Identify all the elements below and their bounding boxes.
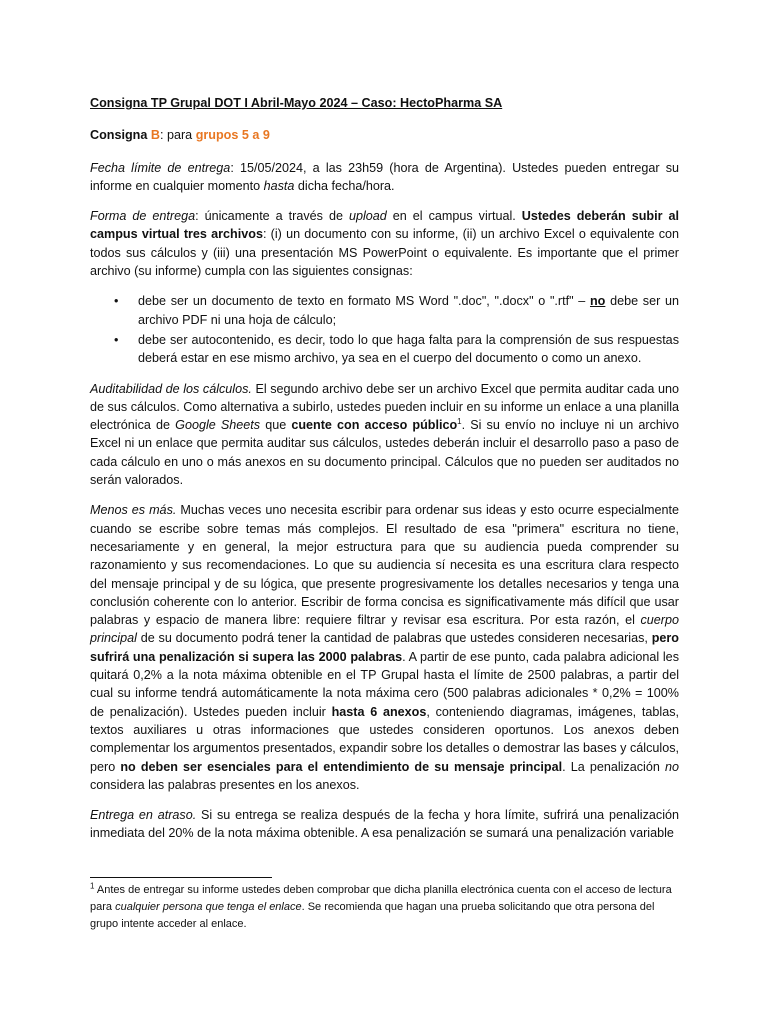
menos-no: no — [664, 759, 679, 774]
footnote-italic: cualquier persona que tenga el enlace — [115, 901, 302, 913]
footnote-divider — [90, 877, 272, 878]
atraso-paragraph — [90, 806, 679, 843]
menos-text-5: . La penalización — [562, 759, 665, 774]
consigna-groups: grupos 5 a 9 — [195, 128, 270, 143]
bullet-1-no: no — [589, 294, 606, 309]
atraso-text: Si su entrega se realiza después de la fecha y hora límite, sufrirá una penalización inmediata del 20% de la nota máxima obtenible. A esa penalización se sumará una penalización variable — [90, 808, 679, 841]
auditabilidad-text-2: que — [260, 418, 292, 433]
menos-label: Menos es más. — [90, 503, 177, 518]
auditabilidad-paragraph — [90, 380, 679, 490]
footnote-text-2: . Se recomienda que hagan una prueba solicitando que otra persona del grupo intente acceder al enlace. — [90, 901, 655, 930]
forma-text-3: : (i) un documento con su informe, (ii) un archivo Excel o equivalente con todos sus cálculos y (iii) una presentación MS PowerPoint o equivalente. Es importante que el primer archivo (su informe) cumpla con las siguientes consignas: — [90, 227, 679, 279]
auditabilidad-label: Auditabilidad de los cálculos. — [90, 381, 252, 396]
bullet-icon: • — [114, 332, 119, 347]
atraso-label: Entrega en atraso. — [90, 808, 197, 823]
footnote-number: 1 — [90, 881, 95, 891]
fecha-paragraph — [90, 159, 679, 196]
cuerpo-principal: cuerpo principal — [90, 613, 679, 646]
forma-label: Forma de entrega — [90, 209, 196, 224]
consigna-label: Consigna — [90, 128, 148, 143]
fecha-text-end: dicha fecha/hora. — [294, 178, 395, 193]
anexos-bold: hasta 6 anexos — [331, 704, 427, 719]
menos-text: Muchas veces uno necesita escribir para ordenar sus ideas y esto ocurre especialmente cuando se escribe sobre temas más complejos. El resultado de esa "primera" escritura no tiene, necesariamente y en general, la mejor estructura para que su audiencia pueda comprender su razonamiento y sus recomendaciones. Lo que su audiencia sí necesita es una escritura clara respecto del mensaje principal y de su lógica, que presente progresivamente los detalles necesarios y tenga una conclusión coherente con lo anterior. Escribir de forma concisa es significativamente más difícil que usar palabras y espacio de manera libre: requiere filtrar y revisar esa escritura. Por esta razón, el — [90, 503, 680, 628]
bullet-1-text-end: debe ser un archivo PDF ni una hoja de cálculo; — [138, 294, 679, 327]
list-item — [114, 292, 679, 329]
menos-text-2: de su documento podrá tener la cantidad de palabras que ustedes consideren necesarias, — [136, 631, 652, 646]
auditabilidad-text-3: . Si su envío no incluye ni un archivo Excel ni un enlace que permita auditar sus cálculos, ustedes deberán incluir el desarrollo paso a paso de cada cálculo en uno o más anexos en su documento principal. Cálculos que no pueden ser auditados no serán valorados. — [90, 418, 679, 488]
document-page — [90, 94, 679, 855]
menos-text-4: , conteniendo diagramas, imágenes, tablas, textos auxiliares u otras informaciones que ustedes consideren oportunos. Los anexos deben complementar los argumentos presentados, expandir sobre los detalles o demostrar las bases y cálculos, pero — [90, 704, 679, 774]
menos-paragraph — [90, 501, 679, 794]
footnote-ref[interactable]: 1 — [457, 416, 462, 426]
auditabilidad-text: El segundo archivo debe ser un archivo Excel que permita auditar cada uno de sus cálculos. Como alternativa a subirlo, ustedes pueden incluir en su informe un enlace a una planilla electrónica de — [90, 381, 679, 433]
document-title: Consigna TP Grupal DOT I Abril-Mayo 2024 – Caso: HectoPharma SA — [90, 96, 503, 110]
consigna-para: para — [166, 128, 193, 143]
fecha-label: Fecha límite de entrega — [90, 160, 231, 175]
forma-text: : únicamente a través de — [195, 209, 349, 224]
fecha-hasta: hasta — [263, 178, 295, 193]
consigna-colon: : — [159, 128, 164, 143]
requirements-list — [90, 292, 679, 367]
penalty-bold: pero sufrirá una penalización si supera las 2000 palabras — [90, 631, 679, 664]
list-item — [114, 331, 679, 368]
consigna-line — [90, 126, 679, 144]
esenciales-bold: no deben ser esenciales para el entendimiento de su mensaje principal — [120, 759, 563, 774]
bullet-1-text: debe ser un documento de texto en formato MS Word ".doc", ".docx" o ".rtf" – — [138, 294, 590, 309]
forma-text-2: en el campus virtual. — [386, 209, 522, 224]
forma-paragraph — [90, 207, 679, 280]
forma-bold: Ustedes deberán subir al campus virtual tres archivos — [90, 209, 680, 242]
menos-text-6: considera las palabras presentes en los anexos. — [90, 777, 360, 792]
fecha-text: : 15/05/2024, a las 23h59 (hora de Argentina). Ustedes pueden entregar su informe en cualquier momento — [90, 160, 680, 193]
consigna-letter: B — [150, 128, 160, 143]
acceso-publico: cuente con acceso público — [291, 418, 458, 433]
google-sheets-term: Google Sheets — [175, 418, 261, 433]
footnote — [90, 882, 679, 933]
footnote-text: Antes de entregar su informe ustedes deben comprobar que dicha planilla electrónica cuenta con el acceso de lectura para — [90, 884, 672, 913]
forma-upload: upload — [348, 209, 387, 224]
menos-text-3: . A partir de ese punto, cada palabra adicional les quitará 0,2% a la nota máxima obtenible en el TP Grupal hasta el límite de 2500 palabras, a partir del cual su informe tendrá automáticamente la nota máxima cero (500 palabras adicionales * 0,2% = 100% de penalización). Ustedes pueden incluir — [90, 649, 679, 719]
bullet-icon: • — [114, 294, 119, 309]
bullet-2-text: debe ser autocontenido, es decir, todo lo que haga falta para la comprensión de sus respuestas deberá estar en ese mismo archivo, ya sea en el cuerpo del documento o como un anexo. — [138, 332, 679, 366]
